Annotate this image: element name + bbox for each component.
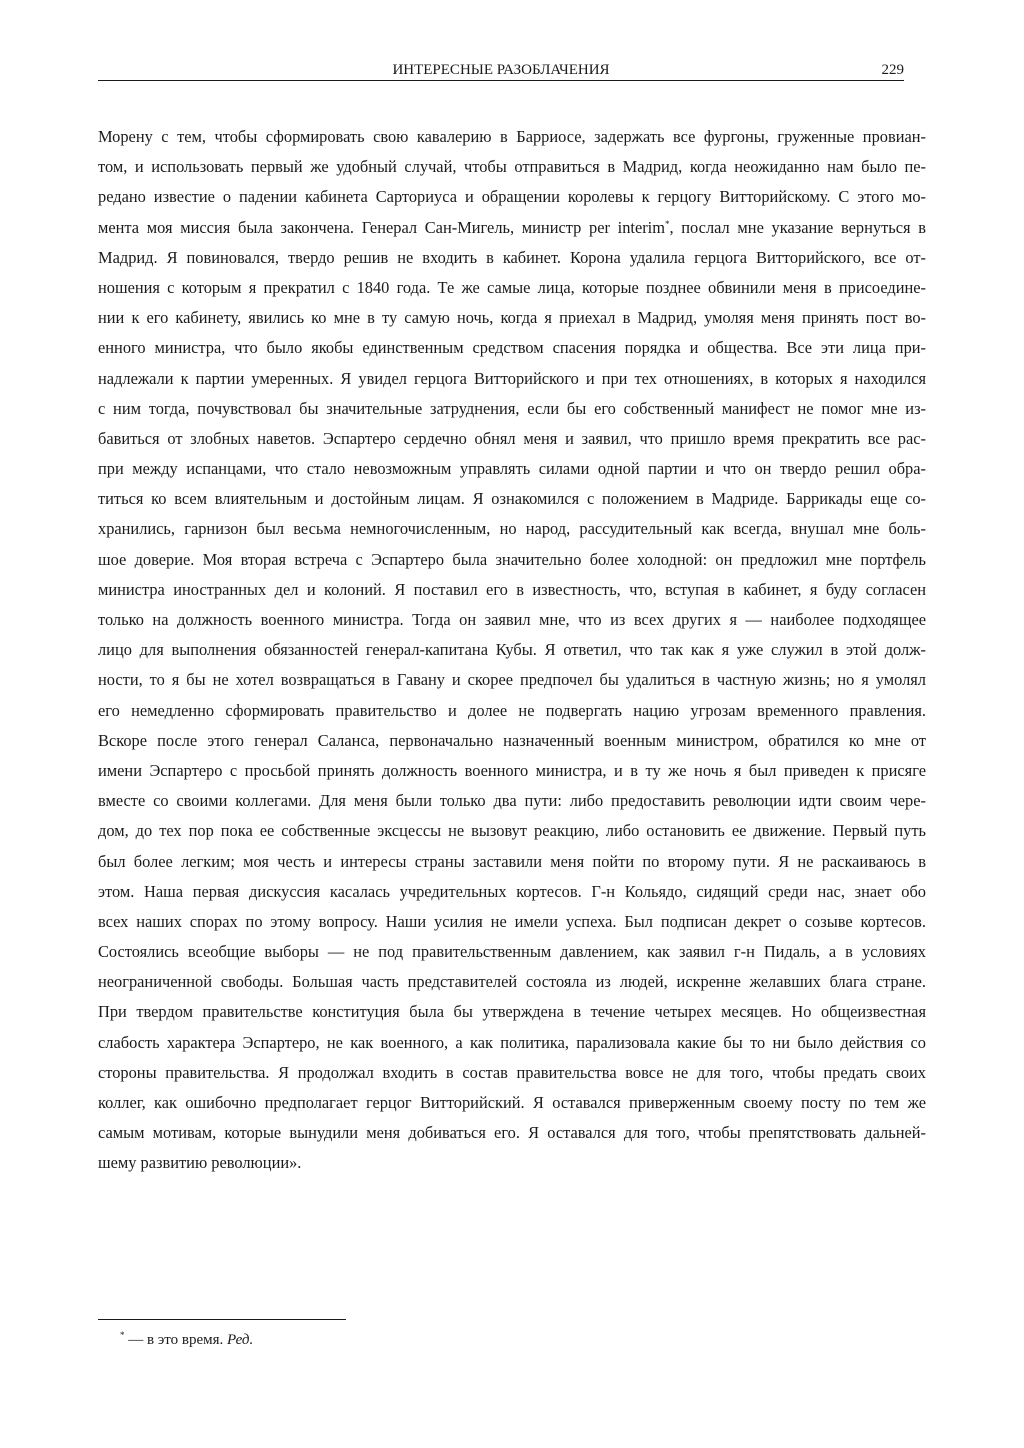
text-line: Мадрид. Я повиновался, твердо решив не входить в кабинет. Корона удалила герцога Витторийского, все от- [98, 247, 926, 267]
footnote-text: — в это время. [124, 1332, 228, 1348]
footnote-reference[interactable]: * [664, 218, 670, 229]
text-line: лицо для выполнения обязанностей генерал-капитана Кубы. Я ответил, что так как я уже служил в этой долж- [98, 640, 926, 660]
text-line: том, и использовать первый же удобный случай, чтобы отправиться в Мадрид, когда неожиданно нам было пе- [98, 157, 926, 177]
text-line: неограниченной свободы. Большая часть представителей состояла из людей, искренне желавших блага стране. [98, 972, 926, 992]
text-line-with-footnote [98, 213, 926, 243]
text-line: надлежали к партии умеренных. Я увидел герцога Витторийского и при тех отношениях, в которых я находился [98, 368, 926, 388]
text-line: с ним тогда, почувствовал бы значительные затруднения, если бы его собственный манифест не помог мне из- [98, 398, 926, 418]
footnote [120, 1326, 253, 1354]
text-segment: мента моя миссия была закончена. Генерал Сан-Мигель, министр per interim [98, 217, 665, 237]
text-line: министра иностранных дел и колоний. Я поставил его в известность, что, вступая в кабинет, я буду согласен [98, 579, 926, 599]
text-line: его немедленно сформировать правительство и долее не подвергать нацию угрозам временного правления. [98, 700, 926, 720]
text-line: хранились, гарнизон был весьма немногочисленным, но народ, рассудительный как всегда, внушал мне боль- [98, 519, 926, 539]
running-header [98, 60, 904, 81]
text-line: только на должность военного министра. Тогда он заявил мне, что из всех других я — наиболее подходящее [98, 610, 926, 629]
text-line: самым мотивам, которые вынудили меня добиваться его. Я оставался для того, чтобы препятствовать дальней- [98, 1123, 926, 1143]
text-line: нии к его кабинету, явились ко мне в ту самую ночь, когда я приехал в Мадрид, умоляя меня принять пост во- [98, 308, 926, 328]
footnote-marker: * [120, 1330, 125, 1340]
text-line: имени Эспартеро с просьбой принять должность военного министра, и в ту же ночь я был приведен к присяге [98, 760, 926, 780]
text-segment: , послал мне указание вернуться в [669, 217, 926, 237]
text-line-last: шему развитию революции». [98, 1153, 302, 1173]
text-line: стороны правительства. Я продолжал входить в состав правительства вовсе не для того, чтобы предать своих [98, 1062, 926, 1082]
text-line: дом, до тех пор пока ее собственные эксцессы не вызовут реакцию, либо остановить ее движение. Первый путь [98, 821, 926, 841]
text-line: этом. Наша первая дискуссия касалась учредительных кортесов. Г-н Кольядо, сидящий среди нас, знает обо [98, 881, 926, 901]
text-line: ности, то я бы не хотел возвращаться в Гавану и скорее предпочел бы удалиться в частную жизнь; но я умолял [98, 670, 926, 690]
footnote-divider [98, 1319, 346, 1320]
page-number: 229 [881, 62, 904, 78]
running-header-title: ИНТЕРЕСНЫЕ РАЗОБЛАЧЕНИЯ [392, 62, 610, 78]
body-text [98, 122, 926, 1179]
text-line: ношения с которым я прекратил с 1840 года. Те же самые лица, которые позднее обвинили меня в присоедине- [98, 277, 926, 297]
text-line: коллег, как ошибочно предполагает герцог Витторийский. Я оставался приверженным своему посту по тем же [98, 1093, 926, 1112]
text-line: бавиться от злобных наветов. Эспартеро сердечно обнял меня и заявил, что пришло время прекратить все рас- [98, 428, 926, 448]
text-line: всех наших спорах по этому вопросу. Наши усилия не имели успеха. Был подписан декрет о созыве кортесов. [98, 911, 926, 931]
text-line: титься ко всем влиятельным и достойным лицам. Я ознакомился с положением в Мадриде. Баррикады еще со- [98, 489, 926, 509]
text-line: енного министра, что было якобы единственным средством спасения порядка и общества. Все эти лица при- [98, 338, 926, 358]
text-line: шое доверие. Моя вторая встреча с Эспартеро была значительно более холодной: он предложил мне портфель [98, 549, 926, 569]
text-line: слабость характера Эспартеро, не как военного, а как политика, парализовала какие бы то ни было действия со [98, 1032, 926, 1052]
text-line: редано известие о падении кабинета Сарториуса и обращении королевы к герцогу Витторийскому. С этого мо- [98, 187, 926, 207]
text-line: вместе со своими коллегами. Для меня были только два пути: либо предоставить революции идти своим чере- [98, 791, 926, 811]
text-line: Вскоре после этого генерал Саланса, первоначально назначенный военным министром, обратился ко мне от [98, 730, 926, 750]
footnote-editor-note: Ред. [227, 1332, 254, 1348]
text-line: Морену с тем, чтобы сформировать свою кавалерию в Барриосе, задержать все фургоны, груженные провиан- [98, 127, 926, 146]
text-line: Состоялись всеобщие выборы — не под правительственным давлением, как заявил г-н Пидаль, а в условиях [98, 942, 926, 962]
text-line: При твердом правительстве конституция была бы утверждена в течение четырех месяцев. Но общеизвестная [98, 1002, 926, 1022]
text-line: при между испанцами, что стало невозможным управлять силами одной партии и что он твердо решил обра- [98, 459, 926, 479]
text-line: был более легким; моя честь и интересы страны заставили меня пойти по второму пути. Я не раскаиваюсь в [98, 851, 926, 871]
